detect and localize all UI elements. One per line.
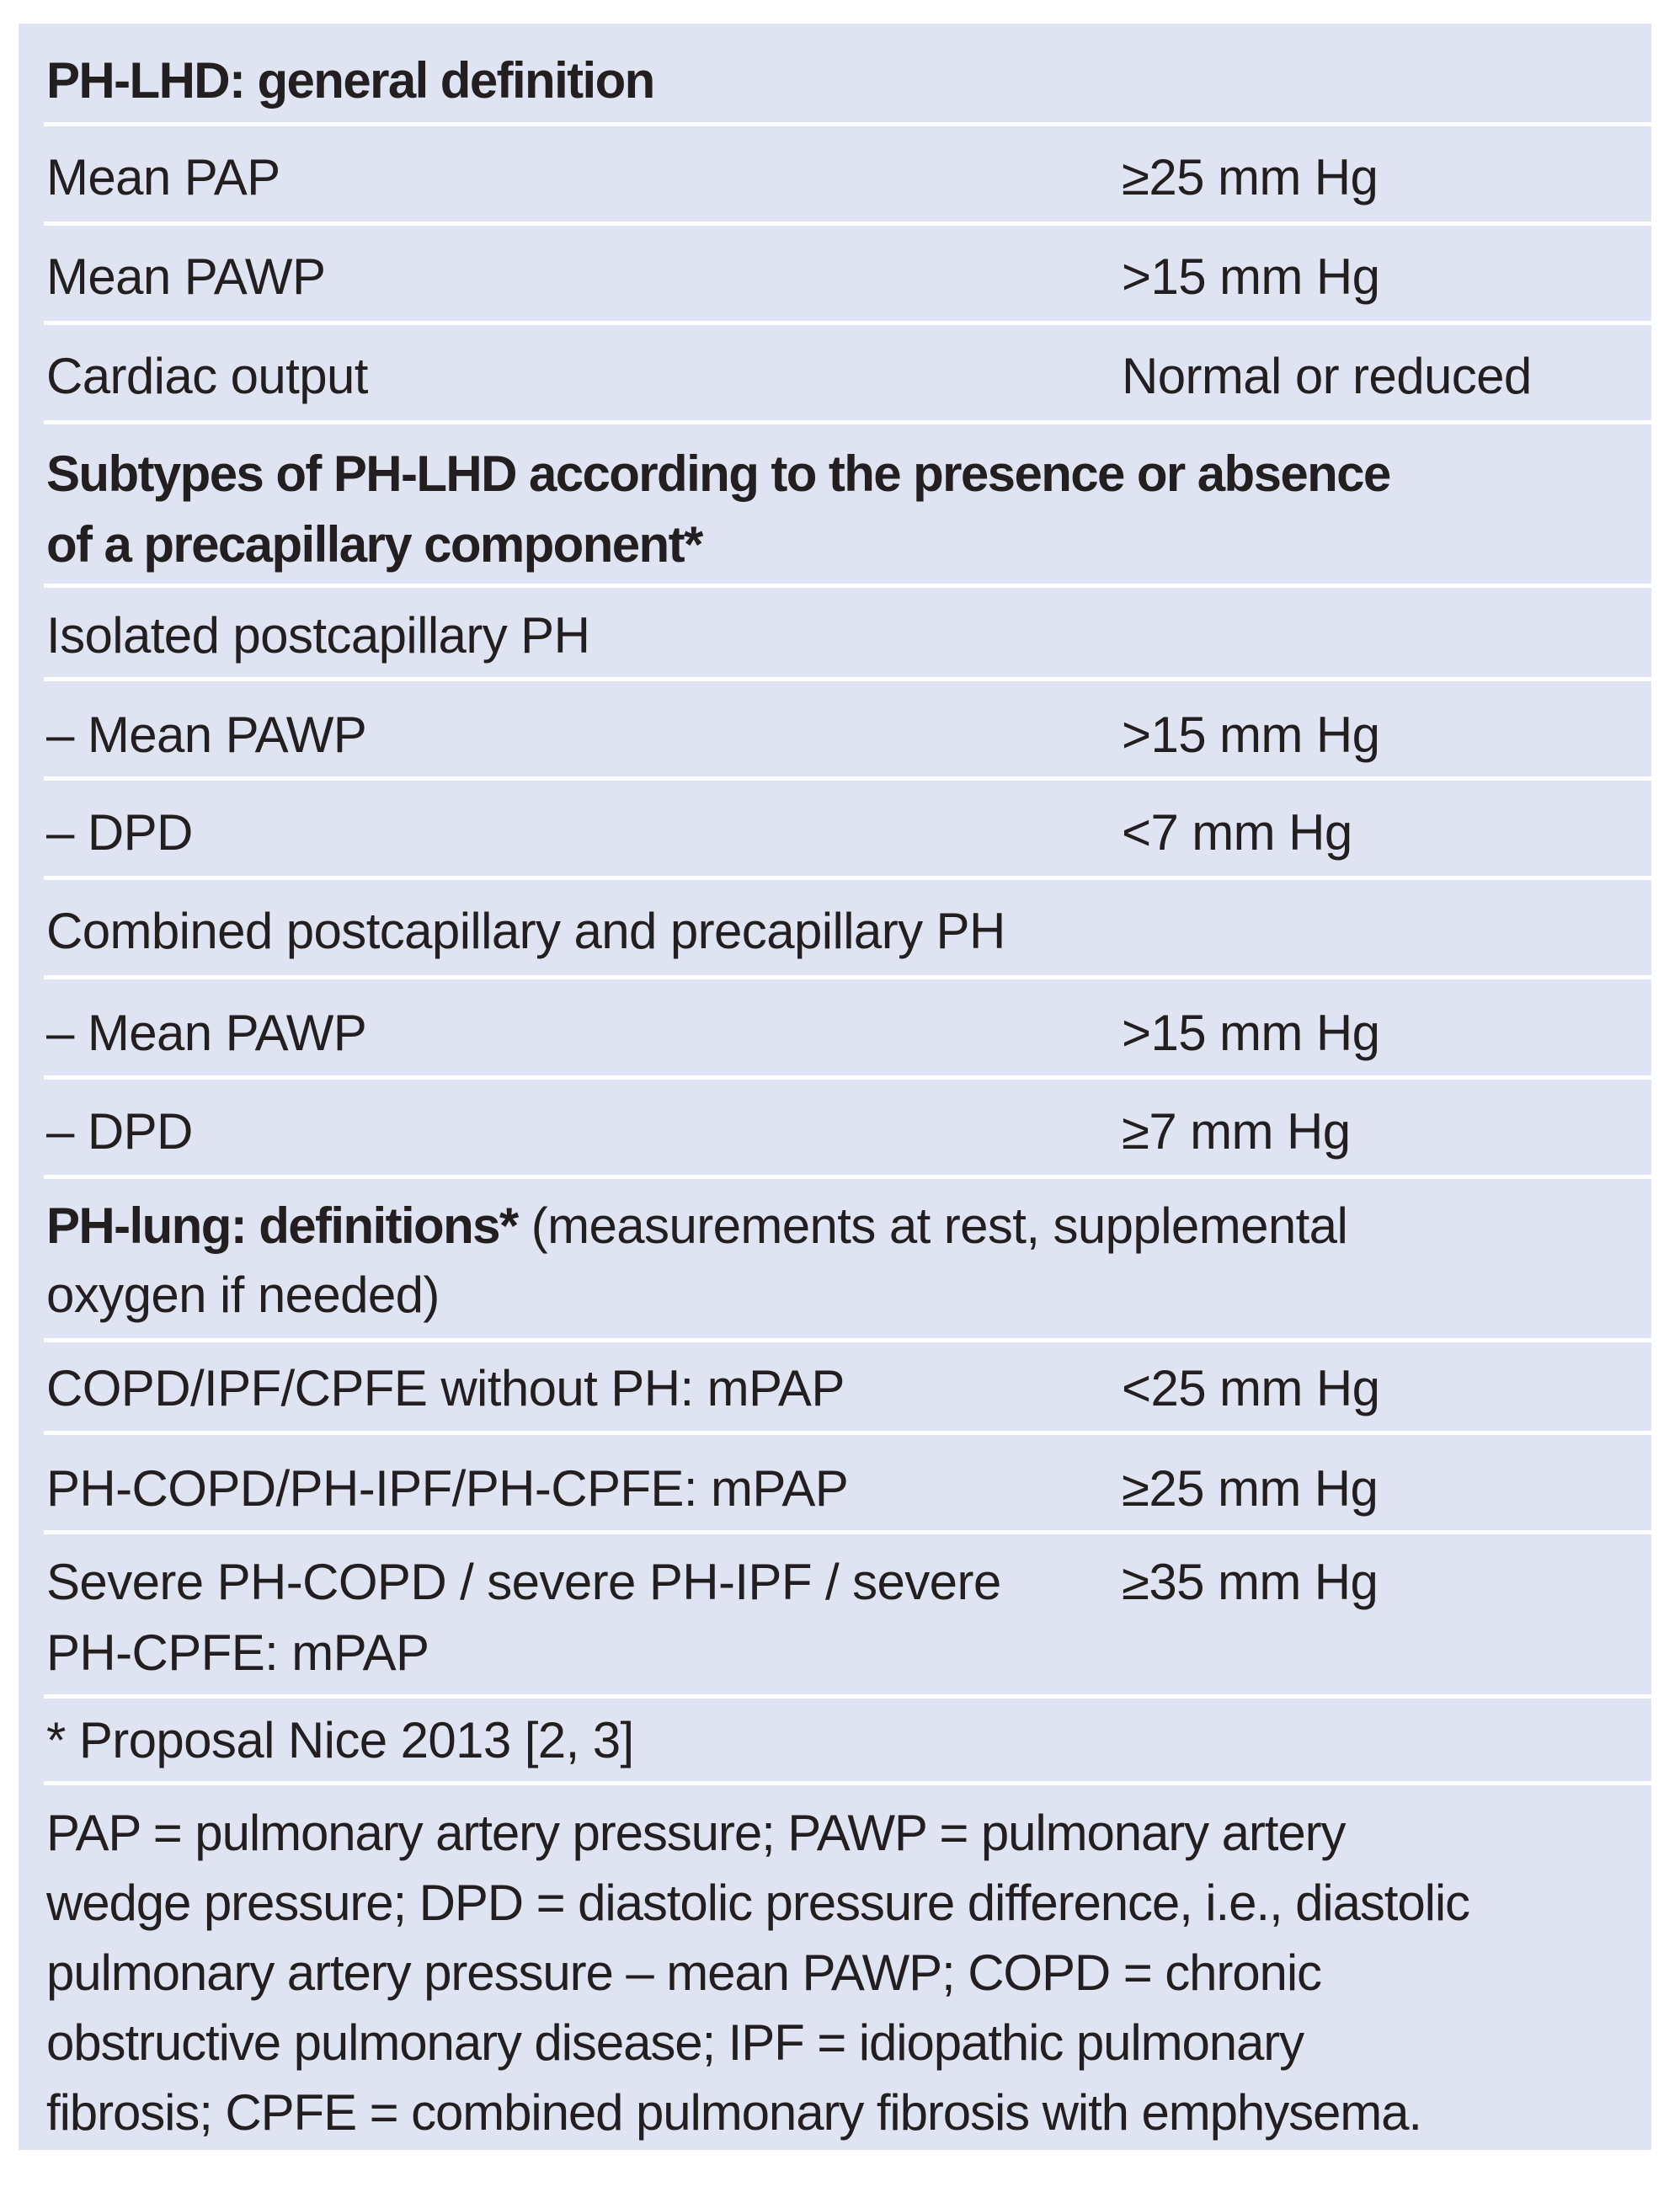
table-row-isolated-title: [19, 588, 1651, 677]
heading-line: of a precapillary component*: [46, 516, 702, 573]
heading-bold-part: PH-lung: definitions*: [46, 1198, 518, 1254]
row-value: ≥7 mm Hg: [1122, 1103, 1351, 1160]
heading-line: oxygen if needed): [46, 1267, 440, 1323]
row-label: Mean PAWP: [46, 248, 326, 305]
table-row-isolated-pawp: [19, 681, 1651, 776]
label-line: Severe PH-COPD / severe PH-IPF / severe: [46, 1554, 1001, 1610]
table-row-lung-no-ph: [19, 1342, 1651, 1431]
heading-line: Subtypes of PH-LHD according to the presence or absence: [46, 445, 1390, 502]
definitions-table: [19, 24, 1651, 2150]
row-label: – DPD: [46, 1103, 193, 1160]
row-value: <25 mm Hg: [1122, 1360, 1380, 1416]
row-label: – Mean PAWP: [46, 707, 367, 763]
row-value: ≥25 mm Hg: [1122, 149, 1379, 205]
table-row-combined-pawp: [19, 979, 1651, 1075]
footnote-line: PAP = pulmonary artery pressure; PAWP = pulmonary artery: [46, 1805, 1346, 1861]
row-value: >15 mm Hg: [1122, 248, 1380, 305]
table-row-combined-dpd: [19, 1080, 1651, 1175]
proposal-note: * Proposal Nice 2013 [2, 3]: [46, 1712, 634, 1768]
section-heading-text: PH-LHD: general definition: [46, 52, 654, 109]
table-row-lung-ph: [19, 1435, 1651, 1530]
row-label: – DPD: [46, 804, 193, 861]
footnote-line: obstructive pulmonary disease; IPF = idiopathic pulmonary: [46, 2014, 1304, 2071]
section-heading-subtypes: [19, 424, 1651, 584]
row-value: ≥35 mm Hg: [1122, 1554, 1379, 1610]
row-label: Cardiac output: [46, 348, 368, 404]
row-value: ≥25 mm Hg: [1122, 1460, 1379, 1517]
subgroup-title: Isolated postcapillary PH: [46, 607, 590, 664]
heading-normal-part: (measurements at rest, supplemental: [517, 1198, 1348, 1254]
row-label: COPD/IPF/CPFE without PH: mPAP: [46, 1360, 845, 1416]
label-line: PH-CPFE: mPAP: [46, 1624, 429, 1681]
table-row-proposal-note: [19, 1699, 1651, 1781]
footnote-line: wedge pressure; DPD = diastolic pressure difference, i.e., diastolic: [46, 1875, 1469, 1931]
section-heading-text: [46, 1192, 1347, 1330]
heading-line: [46, 1192, 1347, 1261]
subgroup-title: Combined postcapillary and precapillary PH: [46, 903, 1005, 959]
row-value: Normal or reduced: [1122, 348, 1532, 404]
row-value: >15 mm Hg: [1122, 707, 1380, 763]
table-row-combined-title: [19, 880, 1651, 975]
section-heading-lhd: [19, 24, 1651, 122]
abbreviations-footnote: [19, 1785, 1651, 2150]
table-row-mean-pawp: [19, 226, 1651, 321]
table-row-isolated-dpd: [19, 781, 1651, 876]
footnote-line: pulmonary artery pressure – mean PAWP; COPD = chronic: [46, 1944, 1321, 2001]
section-heading-lung: [19, 1179, 1651, 1338]
table-row-mean-pap: [19, 126, 1651, 221]
section-heading-text: [46, 439, 1390, 580]
footnote-text: [46, 1798, 1469, 2147]
row-value: >15 mm Hg: [1122, 1005, 1380, 1061]
row-value: <7 mm Hg: [1122, 804, 1352, 861]
table-row-lung-severe: [19, 1534, 1651, 1694]
row-label: Mean PAP: [46, 149, 280, 205]
row-label: [46, 1547, 1001, 1688]
row-label: – Mean PAWP: [46, 1005, 367, 1061]
row-label: PH-COPD/PH-IPF/PH-CPFE: mPAP: [46, 1460, 849, 1517]
table-row-cardiac-output: [19, 325, 1651, 419]
footnote-line: fibrosis; CPFE = combined pulmonary fibrosis with emphysema.: [46, 2084, 1421, 2141]
